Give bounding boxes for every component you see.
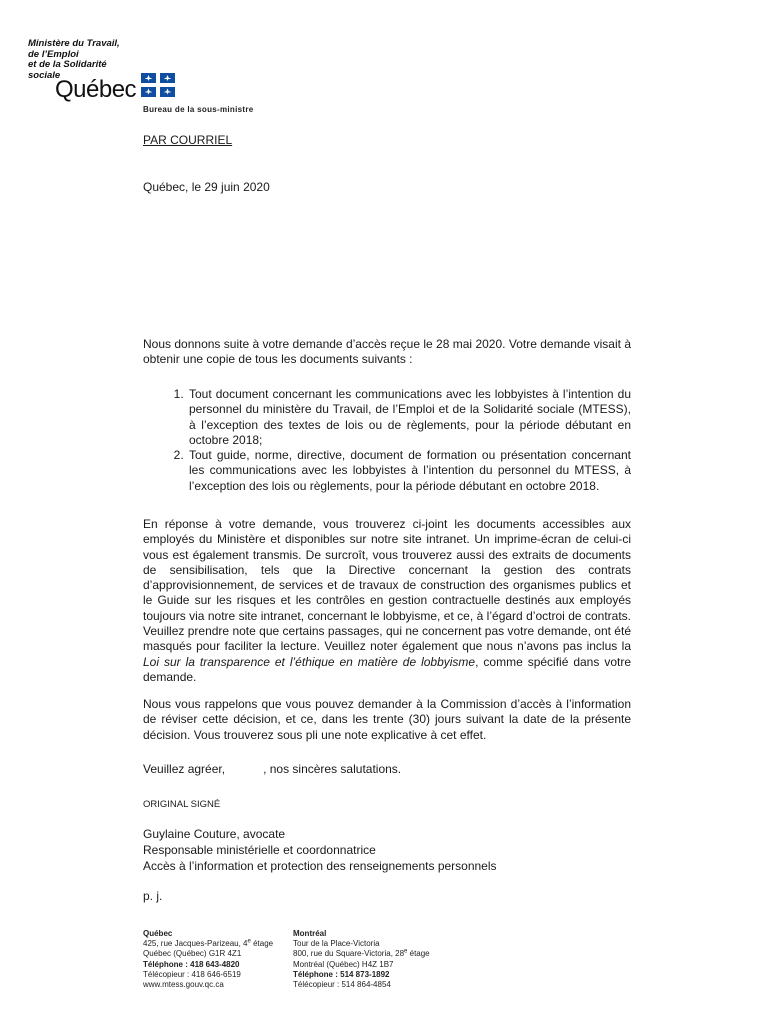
footer-address-line: 425, rue Jacques-Parizeau, 4e étage xyxy=(143,938,274,949)
law-title: Loi sur la transparence et l’éthique en matière de lobbyisme xyxy=(143,654,476,669)
request-item: 2. Tout guide, norme, directive, document de formation ou présentation concernant les communications avec les lobbyistes à l’intention du personnel du MTESS, à l’exception des lois ou règlements, pour la période débutant en octobre 2018. xyxy=(187,448,631,494)
response-text: En réponse à votre demande, vous trouverez ci-joint les documents accessibles aux employés du Ministère et disponibles sur notre site intranet. Un imprime-écran de celui-ci vous est également transmis. De surcroît, vous trouverez aussi des extraits de documents de sensibilisation, tels que la Directive concernant la gestion des contrats d’approvisionnement, de services et de travaux de construction des organismes publics et le Guide sur les risques et les contrôles en gestion contractuelle destinés aux employés toujours via notre site intranet, concernant le lobbyisme, et ce, à l’égard d’octroi de contrats. Veuillez prendre note que certains passages, qui ne concernent pas votre demande, ont été masqués pour faciliter la lecture. Veuillez noter également que nous n’avons pas inclus la xyxy=(143,517,631,654)
ministry-line: sociale xyxy=(28,69,61,81)
footer-website: www.mtess.gouv.qc.ca xyxy=(143,980,224,990)
ministry-name xyxy=(28,39,120,81)
footer-fax: Télécopieur : 514 864-4854 xyxy=(293,980,391,990)
signer-title: Responsable ministérielle et coordonnatrice xyxy=(143,843,376,857)
reminder-paragraph: Nous vous rappelons que vous pouvez demander à la Commission d’accès à l’information de réviser cette décision, et ce, dans les trente (30) jours suivant la date de la présente décision. Vous trouverez sous pli une note explicative à cet effet. xyxy=(143,697,631,742)
ministry-line: Ministère du Travail, xyxy=(28,38,120,49)
place-date: Québec, le 29 juin 2020 xyxy=(143,180,270,194)
quebec-flag-icon xyxy=(141,73,175,97)
delivery-method: PAR COURRIEL xyxy=(143,133,233,147)
signed-mention: ORIGINAL SIGNÉ xyxy=(143,799,221,810)
footer-montreal-address xyxy=(293,929,430,990)
footer-fax: Télécopieur : 418 646-6519 xyxy=(143,969,241,979)
footer-phone: Téléphone : 514 873-1892 xyxy=(293,969,390,979)
footer-city: Montréal xyxy=(293,929,327,938)
signer-name: Guylaine Couture, avocate xyxy=(143,827,286,841)
quebec-wordmark: Québec xyxy=(55,76,137,103)
footer-address-line: Montréal (Québec) H4Z 1B7 xyxy=(293,959,394,969)
closing-line xyxy=(143,762,401,777)
response-paragraph xyxy=(143,517,631,685)
footer-address-line: Tour de la Place-Victoria xyxy=(293,939,380,949)
ministry-line: et de la Solidarité xyxy=(28,59,107,70)
request-list xyxy=(143,387,631,494)
closing-start: Veuillez agréer, xyxy=(143,762,226,776)
response-text-end: , comme spécifié dans votre demande. xyxy=(143,654,631,684)
intro-paragraph: Nous donnons suite à votre demande d’accès reçue le 28 mai 2020. Votre demande visait à obtenir une copie de tous les documents suivants : xyxy=(143,337,631,367)
footer-city: Québec xyxy=(143,929,173,938)
footer-address-line: 800, rue du Square-Victoria, 28e étage xyxy=(293,948,430,959)
footer-address-line: Québec (Québec) G1R 4Z1 xyxy=(143,949,242,959)
footer-phone: Téléphone : 418 643-4820 xyxy=(143,959,240,969)
enclosure-note: p. j. xyxy=(143,889,163,903)
office-name: Bureau de la sous-ministre xyxy=(143,105,254,114)
ministry-line: de l’Emploi xyxy=(28,48,79,60)
signer-unit: Accès à l’information et protection des renseignements personnels xyxy=(143,859,497,873)
closing-end: , nos sincères salutations. xyxy=(263,762,402,776)
request-item: 1. Tout document concernant les communications avec les lobbyistes à l’intention du personnel du ministère du Travail, de l’Emploi et de la Solidarité sociale (MTESS), à l’exception des textes de lois ou de règlements, pour la période débutant en octobre 2018; xyxy=(187,387,631,448)
footer-quebec-address xyxy=(143,929,273,990)
